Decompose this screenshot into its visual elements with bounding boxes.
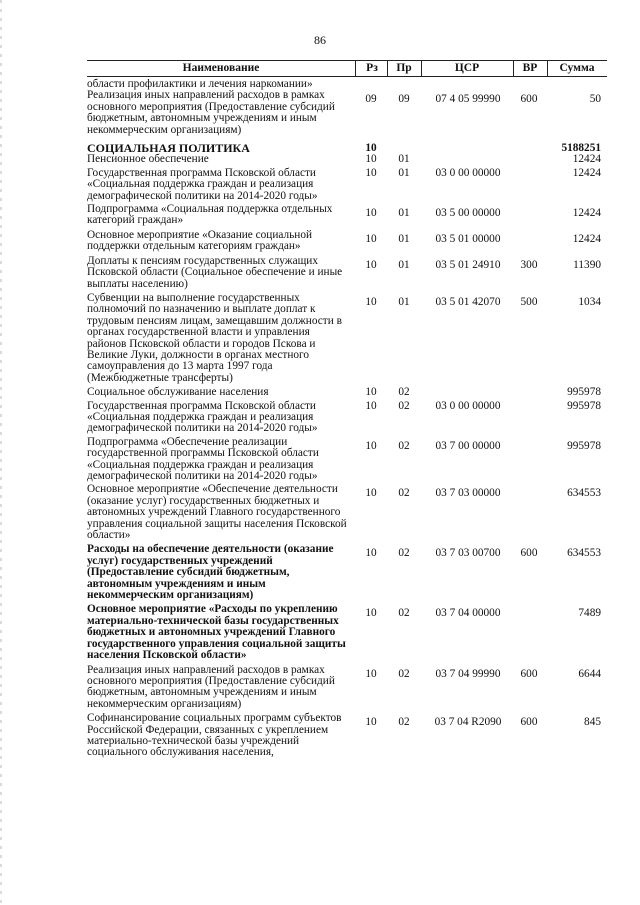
header-divider (355, 61, 356, 76)
table-row (87, 168, 607, 202)
row-pr: 01 (398, 166, 410, 179)
row-rz: 10 (365, 399, 377, 412)
header-csr: ЦСР (454, 62, 480, 74)
row-csr: 03 5 01 24910 (435, 258, 501, 271)
row-name: Доплаты к пенсиям государственных служащих Псковской области (Социальное обеспечение и иные выплаты населению) (87, 254, 343, 290)
row-rz: 10 (365, 153, 377, 166)
row-rz: 10 (365, 295, 377, 308)
row-name: Подпрограмма «Социальная поддержка отдельных категорий граждан» (87, 203, 333, 227)
table-row (87, 256, 607, 290)
table-row (87, 387, 607, 398)
row-sum: 634553 (567, 487, 601, 500)
row-rz: 10 (365, 386, 377, 399)
row-rz: 10 (365, 547, 377, 560)
row-sum: 12424 (572, 207, 601, 220)
row-sum: 634553 (567, 547, 601, 560)
page-number: 86 (314, 33, 326, 47)
row-csr: 03 0 00 00000 (435, 166, 501, 179)
row-sum: 12424 (572, 232, 601, 245)
row-pr: 02 (398, 386, 410, 399)
row-sum: 12424 (572, 153, 601, 166)
row-pr: 09 (398, 93, 410, 106)
row-csr: 03 7 04 R2090 (434, 716, 502, 729)
row-pr: 01 (398, 153, 410, 166)
table-body (87, 77, 607, 759)
row-pr: 02 (398, 439, 410, 452)
row-sum: 7489 (578, 607, 601, 620)
scan-edge-mark (0, 0, 2, 905)
row-name: Основное мероприятие «Расходы по укреплению материально-технической базы государственных бюджетных и автономных учреждений Главного государственного управления социальной защиты населения Псковской области» (87, 603, 346, 662)
row-name: Реализация иных направлений расходов в рамках основного мероприятия (Предоставление субсидий бюджетным, автономным учреждениям и иным некоммерческим организациям) (87, 89, 335, 136)
table-row (87, 437, 607, 483)
row-csr: 03 7 04 00000 (435, 607, 501, 620)
table-row (87, 230, 607, 253)
row-name: Реализация иных направлений расходов в рамках основного мероприятия (Предоставление субсидий бюджетным, автономным учреждениям и иным некоммерческим организациям) (87, 663, 335, 710)
row-vr: 500 (520, 295, 538, 308)
row-name: области профилактики и лечения наркомании» (87, 78, 313, 90)
row-rz: 10 (365, 667, 377, 680)
row-sum: 995978 (567, 399, 601, 412)
row-csr: 03 5 00 00000 (435, 207, 501, 220)
row-csr: 03 7 03 00700 (435, 547, 501, 560)
row-pr: 02 (398, 716, 410, 729)
row-name: Расходы на обеспечение деятельности (оказание услуг) государственных учреждений (Предоставление субсидий бюджетным, автономным учреждениям и иным некоммерческим организациям) (87, 543, 334, 602)
row-rz: 10 (365, 166, 377, 179)
row-name: Государственная программа Псковской области «Социальная поддержка граждан и реализация демографической политики на 2014-2020 годы» (87, 399, 318, 435)
row-pr: 02 (398, 667, 410, 680)
row-pr: 01 (398, 207, 410, 220)
row-pr: 02 (398, 607, 410, 620)
row-vr: 600 (520, 667, 538, 680)
header-rz: Рз (366, 62, 378, 74)
row-name: Подпрограмма «Обеспечение реализации государственной программы Псковской области «Социальная поддержка граждан и реализация демографической политики на 2014-2020 годы» (87, 435, 319, 482)
row-sum: 6644 (578, 667, 601, 680)
table-row (87, 401, 607, 435)
row-sum: 1034 (578, 295, 601, 308)
row-csr: 03 0 00 00000 (435, 399, 501, 412)
row-rz: 10 (365, 232, 377, 245)
table-row (87, 154, 607, 165)
row-csr: 03 7 04 99990 (435, 667, 501, 680)
row-csr: 03 5 01 00000 (435, 232, 501, 245)
row-rz: 10 (365, 607, 377, 620)
table-row (87, 713, 607, 759)
row-name: Государственная программа Псковской области «Социальная поддержка граждан и реализация демографической политики на 2014-2020 годы» (87, 166, 318, 202)
row-sum: 11390 (573, 258, 601, 271)
row-name: Пенсионное обеспечение (87, 153, 209, 166)
header-vr: ВР (522, 62, 538, 74)
row-csr: 07 4 05 99990 (435, 93, 501, 106)
row-vr: 600 (520, 547, 538, 560)
table-row (87, 293, 607, 384)
row-pr: 02 (398, 487, 410, 500)
row-sum: 5188251 (561, 142, 601, 155)
row-name: Основное мероприятие «Оказание социальной поддержки отдельным категориям граждан» (87, 228, 313, 253)
table-row (87, 204, 607, 227)
row-sum: 995978 (567, 386, 601, 399)
row-csr: 03 7 00 00000 (435, 439, 501, 452)
row-rz: 10 (365, 487, 377, 500)
row-sum: 845 (584, 716, 601, 729)
row-pr: 01 (398, 258, 410, 271)
row-csr: 03 7 03 00000 (435, 487, 501, 500)
table-row (87, 604, 607, 661)
table-row (87, 665, 607, 711)
row-rz: 10 (365, 142, 377, 155)
section-title: СОЦИАЛЬНАЯ ПОЛИТИКА (87, 141, 250, 156)
row-rz: 09 (365, 93, 377, 106)
row-name: Субвенции на выполнение государственных полномочий по назначению и выплате доплат к трудовым пенсиям лицам, замещавшим должности в органах государственной власти и управления районов Псковской области и городов Пскова и Великие Луки, должности в органах местного самоуправления до 13 марта 1997 года (Межбюджетные трансферты) (87, 291, 342, 384)
table-header (87, 60, 607, 77)
row-name: Софинансирование социальных программ субъектов Российской Федерации, связанных с укреплением материально-технической базы учреждений социального обслуживания населения, (87, 712, 342, 759)
table-row (87, 90, 607, 136)
header-name: Наименование (182, 62, 260, 74)
row-rz: 10 (365, 207, 377, 220)
row-pr: 02 (398, 399, 410, 412)
row-rz: 10 (365, 439, 377, 452)
row-sum: 995978 (567, 439, 601, 452)
row-name: Основное мероприятие «Обеспечение деятельности (оказание услуг) государственных бюджетных и автономных учреждений Главного государственного управления социальной защиты населения Псковской области» (87, 483, 347, 542)
row-vr: 600 (520, 93, 538, 106)
header-sum: Сумма (559, 62, 595, 74)
row-rz: 10 (365, 258, 377, 271)
row-name: Социальное обслуживание населения (87, 386, 269, 399)
budget-table (87, 60, 607, 759)
row-vr: 300 (520, 258, 538, 271)
row-sum: 12424 (572, 166, 601, 179)
row-rz: 10 (365, 716, 377, 729)
row-sum: 50 (589, 93, 601, 106)
row-pr: 01 (398, 295, 410, 308)
header-pr: Пр (396, 62, 412, 74)
row-pr: 01 (398, 232, 410, 245)
row-csr: 03 5 01 42070 (435, 295, 501, 308)
row-pr: 02 (398, 547, 410, 560)
row-vr: 600 (520, 716, 538, 729)
table-row (87, 484, 607, 541)
table-row (87, 544, 607, 601)
